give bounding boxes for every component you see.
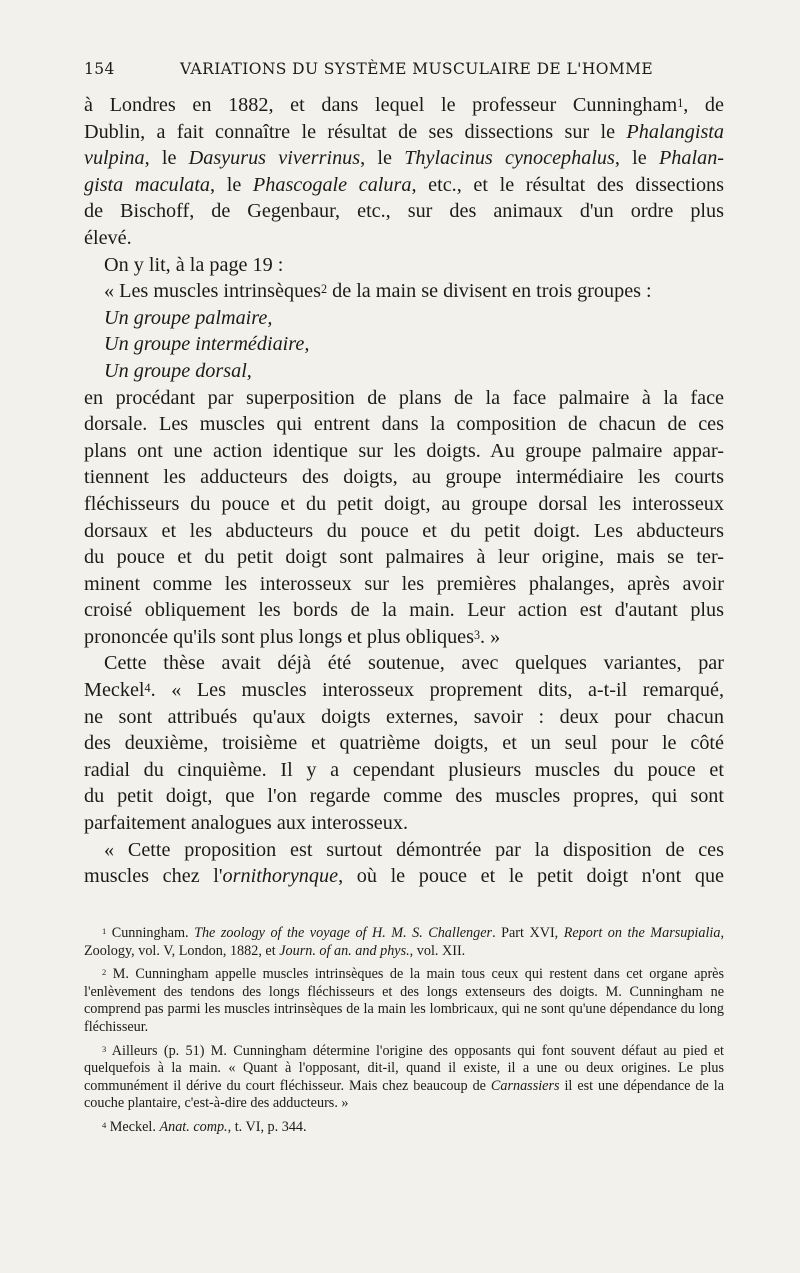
footnote-1: $^1$ Cunningham. The zoology of the voyage of H. M. S. Challenger. Part XVI, Report on the Marsupialia, Zoology, vol. V, London, 1882, et Journ. of an. and phys., vol. XII. <box>84 925 724 959</box>
footnote-ref[interactable]: 4 <box>144 681 151 696</box>
text-line: de Bischoff, de Gegenbaur, etc., sur des animaux d'un ordre plus <box>84 200 724 223</box>
footnote-2: $^2$ M. Cunningham appelle muscles intrinsèques de la main tous ceux qui restent dans cet organe après l'enlèvement des tendons des longs fléchisseurs et des longs extenseurs des doigts. M. Cunningham ne comprend pas parmi les muscles intrinsèques de la main les lombricaux, qui ne sont qu'une dépendance du long fléchisseur. <box>84 966 724 1035</box>
text-line: dorsaux et les abducteurs du pouce et du petit doigt. Les abducteurs <box>84 519 724 542</box>
text-line: radial du cinquième. Il y a cependant plusieurs muscles du pouce et <box>84 758 724 781</box>
text-line: dorsale. Les muscles qui entrent dans la composition de chacun de ces <box>84 413 724 436</box>
footnote-ref[interactable]: 2 <box>320 282 328 297</box>
text-line: à Londres en 1882, et dans lequel le professeur Cunningham$^1$, de <box>84 94 724 116</box>
running-title: VARIATIONS DU SYSTÈME MUSCULAIRE DE L'HOMME <box>180 60 654 78</box>
group-item: Un groupe intermédiaire, <box>104 333 310 356</box>
text-line: en procédant par superposition de plans de la face palmaire à la face <box>84 386 724 409</box>
footnotes <box>84 925 724 1143</box>
text-line: Dublin, a fait connaître le résultat de ses dissections sur le Phalangista <box>84 120 724 143</box>
text-line: muscles chez l'ornithorynque, où le pouce et le petit doigt n'ont que <box>84 865 724 888</box>
page-number: 154 <box>84 60 115 78</box>
text-line: On y lit, à la page 19 : <box>104 253 284 276</box>
group-item: Un groupe dorsal, <box>104 359 252 382</box>
text-line: plans ont une action identique sur les doigts. Au groupe palmaire appar- <box>84 439 724 462</box>
text-line: croisé obliquement les bords de la main. Leur action est d'autant plus <box>84 599 724 622</box>
footnote-3: $^3$ Ailleurs (p. 51) M. Cunningham détermine l'origine des opposants qui font souvent défaut au pied et quelquefois à la main. « Quant à l'opposant, dit-il, quand il existe, il a une ou deux origines. Le plus communément il dérive du court fléchisseur. Mais chez beaucoup de Carnassiers il est une dépendance de la couche plantaire, c'est-à-dire des adducteurs. » <box>84 1042 724 1112</box>
text-line: fléchisseurs du pouce et du petit doigt, au groupe dorsal les interosseux <box>84 492 724 515</box>
text-line: prononcée qu'ils sont plus longs et plus obliques$^3$. » <box>84 625 501 648</box>
main-text <box>84 92 724 890</box>
footnote-ref[interactable]: 1 <box>677 96 684 110</box>
text-line: du pouce et du petit doigt sont palmaires à leur origine, mais se ter- <box>84 546 724 569</box>
text-line: minent comme les interosseux sur les premières phalanges, après avoir <box>84 572 724 595</box>
text-line: des deuxième, troisième et quatrième doigts, et un seul pour le côté <box>84 732 724 755</box>
text-line: élevé. <box>84 226 132 249</box>
text-line: du petit doigt, que l'on regarde comme des muscles propres, qui sont <box>84 785 724 808</box>
quote-line: « Les muscles intrinsèques$^2$ de la main se divisent en trois groupes : <box>104 280 652 303</box>
text-line: parfaitement analogues aux interosseux. <box>84 812 409 835</box>
text-line: tiennent les adducteurs des doigts, au groupe intermédiaire les courts <box>84 466 724 489</box>
text-line: vulpina, le Dasyurus viverrinus, le Thylacinus cynocephalus, le Phalan- <box>84 147 725 170</box>
text-line: gista maculata, le Phascogale calura, etc., et le résultat des dissections <box>84 173 724 196</box>
text-line: « Cette proposition est surtout démontrée par la disposition de ces <box>104 838 724 861</box>
text-line: Cette thèse avait déjà été soutenue, avec quelques variantes, par <box>104 652 724 675</box>
footnote-4: $^4$ Meckel. Anat. comp., t. VI, p. 344. <box>102 1118 307 1135</box>
running-head <box>84 60 724 82</box>
group-item: Un groupe palmaire, <box>104 306 273 329</box>
text-line: Meckel$^4$. « Les muscles interosseux proprement dits, a-t-il remarqué, <box>84 679 724 702</box>
text-line: ne sont attribués qu'aux doigts externes, savoir : deux pour chacun <box>84 705 724 728</box>
footnote-ref[interactable]: 3 <box>473 627 481 642</box>
